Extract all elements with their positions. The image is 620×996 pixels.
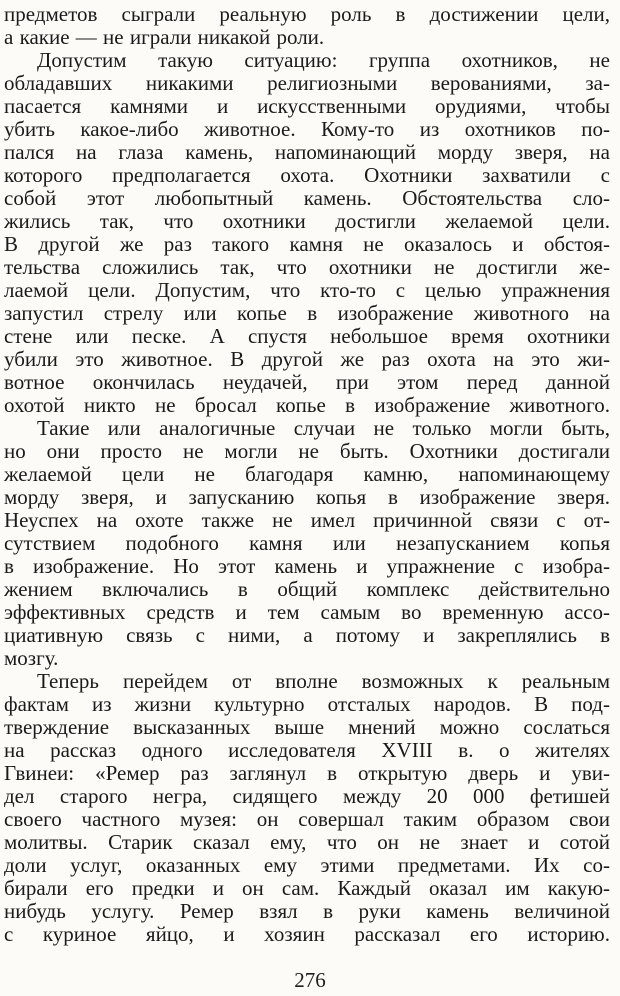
text-line: обладавших никакими религиозными верованиями, за- <box>4 71 610 95</box>
text-line: бирали его предки и он сам. Каждый оказал им какую- <box>4 876 610 900</box>
text-line: мозгу. <box>4 646 59 670</box>
text-line: охотой никто не бросал копье в изображение животного. <box>4 393 610 417</box>
paragraph <box>4 49 610 417</box>
text-line: морду зверя, и запусканию копья в изображение зверя. <box>4 485 610 509</box>
text-line: жением включались в общий комплекс действительно <box>4 577 610 601</box>
text-line: а какие — не играли никакой роли. <box>4 25 325 49</box>
text-line: в изображение. Но этот камень и упражнение с изобра- <box>4 554 610 578</box>
text-line: вотное окончилась неудачей, при этом перед данной <box>4 370 610 394</box>
text-line: запустил стрелу или копье в изображение животного на <box>4 301 610 325</box>
text-line: лаемой цели. Допустим, что кто-то с целью упражнения <box>4 278 610 302</box>
paragraph <box>4 3 610 49</box>
text-line: Теперь перейдем от вполне возможных к реальным <box>37 669 610 693</box>
text-line: Неуспех на охоте также не имел причинной связи с от- <box>4 508 610 532</box>
text-line: дел старого негра, сидящего между 20 000 фетишей <box>4 784 610 808</box>
paragraph <box>4 670 610 946</box>
text-line: убить какое-либо животное. Кому-то из охотников по- <box>4 117 610 141</box>
body-text <box>4 3 610 946</box>
paragraph <box>4 417 610 670</box>
text-line: жились так, что охотники достигли желаемой цели. <box>4 209 610 233</box>
text-line: пасается камнями и искусственными орудиями, чтобы <box>4 94 610 118</box>
text-line: сутствием подобного камня или незапусканием копья <box>4 531 610 555</box>
text-line: своего частного музея: он совершал таким образом свои <box>4 807 610 831</box>
text-line: убили это животное. В другой же раз охота на это жи- <box>4 347 610 371</box>
text-line: доли услуг, оказанных ему этими предметами. Их со- <box>4 853 610 877</box>
text-line: пался на глаза камень, напоминающий морду зверя, на <box>4 140 610 164</box>
text-line: В другой же раз такого камня не оказалось и обстоя- <box>4 232 610 256</box>
text-line: тельства сложились так, что охотники не достигли же- <box>4 255 610 279</box>
text-line: циативную связь с ними, а потому и закреплялись в <box>4 623 610 647</box>
text-line: собой этот любопытный камень. Обстоятельства сло- <box>4 186 610 210</box>
text-line: но они просто не могли не быть. Охотники достигали <box>4 439 610 463</box>
text-line: Такие или аналогичные случаи не только могли быть, <box>37 416 610 440</box>
text-line: эффективных средств и тем самым во временную ассо- <box>4 600 610 624</box>
page-number: 276 <box>294 968 326 992</box>
text-line: стене или песке. А спустя небольшое время охотники <box>4 324 610 348</box>
text-line: фактам из жизни культурно отсталых народов. В под- <box>4 692 610 716</box>
text-line: на рассказ одного исследователя XVIII в. о жителях <box>4 738 610 762</box>
text-line: нибудь услугу. Ремер взял в руки камень величиной <box>4 899 610 923</box>
text-line: которого предполагается охота. Охотники захватили с <box>4 163 610 187</box>
text-line: молитвы. Старик сказал ему, что он не знает и сотой <box>4 830 610 854</box>
text-line: предметов сыграли реальную роль в достижении цели, <box>4 2 610 26</box>
text-line: с куриное яйцо, и хозяин рассказал его историю. <box>4 922 610 946</box>
text-line: желаемой цели не благодаря камню, напоминающему <box>4 462 610 486</box>
text-line: Допустим такую ситуацию: группа охотников, не <box>37 48 610 72</box>
text-line: тверждение высказанных выше мнений можно сослаться <box>4 715 610 739</box>
text-line: Гвинеи: «Ремер раз заглянул в открытую дверь и уви- <box>4 761 610 785</box>
